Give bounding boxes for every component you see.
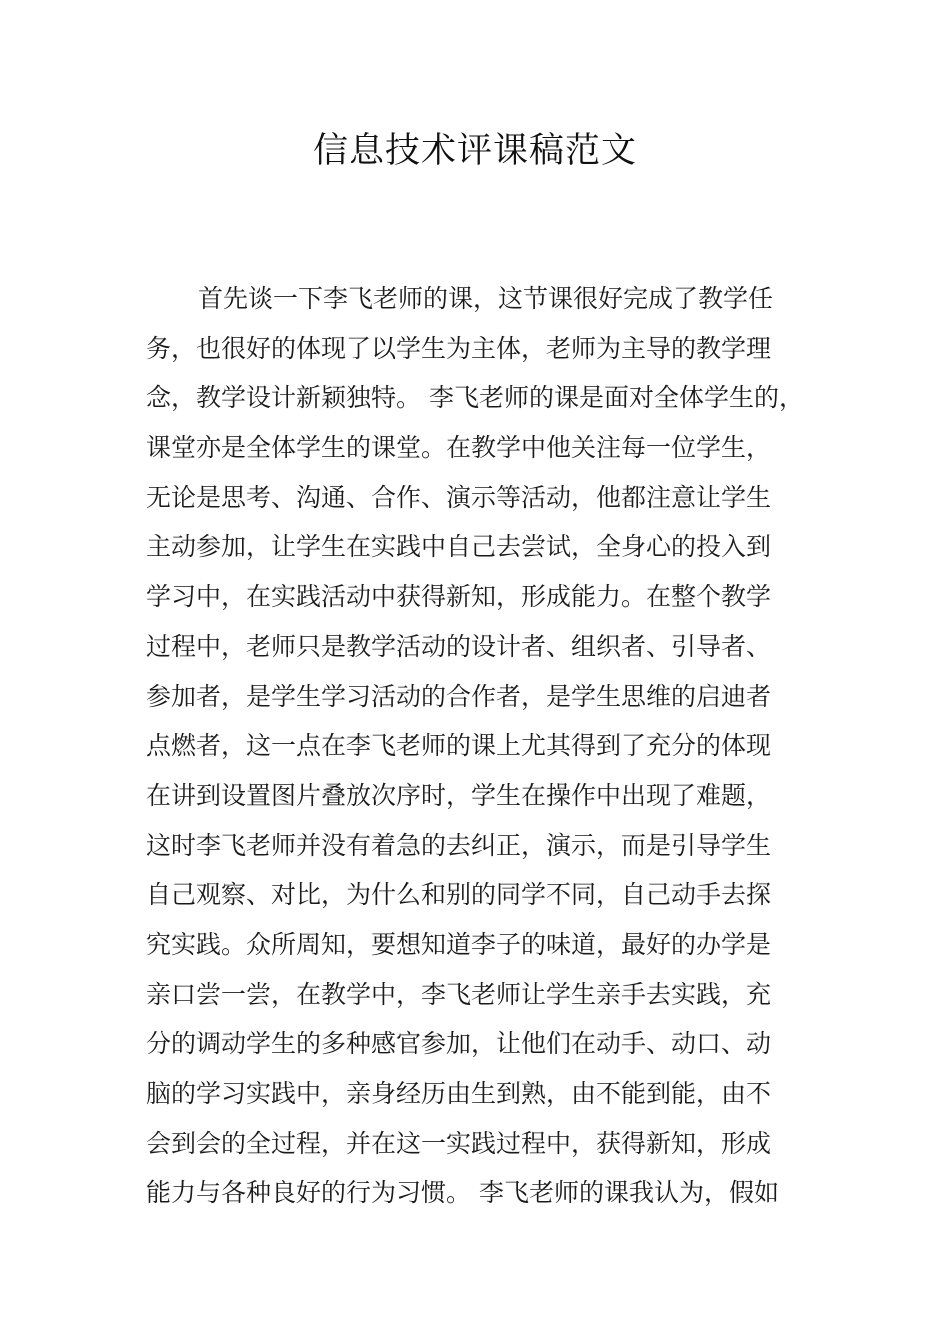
- paragraph-line: 主动参加，让学生在实践中自己去尝试，全身心的投入到: [146, 532, 772, 562]
- paragraph-line: 能力与各种良好的行为习惯。 李飞老师的课我认为，假如: [146, 1178, 779, 1208]
- paragraph-line: 脑的学习实践中，亲身经历由生到熟，由不能到能，由不: [146, 1079, 772, 1108]
- paragraph-line: 过程中，老师只是教学活动的设计者、组织者、引导者、: [146, 631, 772, 661]
- paragraph-line: 学习中，在实践活动中获得新知，形成能力。在整个教学: [146, 582, 772, 612]
- paragraph-line: 究实践。众所周知，要想知道李子的味道，最好的办学是: [146, 929, 772, 959]
- paragraph-line: 首先谈一下李飞老师的课，这节课很好完成了教学任: [198, 284, 774, 313]
- paragraph-line: 这时李飞老师并没有着急的去纠正，演示，而是引导学生: [146, 830, 772, 860]
- paragraph-line: 课堂亦是全体学生的课堂。在教学中他关注每一位学生，: [146, 433, 772, 463]
- document-title: 信息技术评课稿范文: [312, 131, 637, 171]
- paragraph-line: 会到会的全过程，并在这一实践过程中，获得新知，形成: [146, 1128, 772, 1158]
- paragraph-line: 参加者，是学生学习活动的合作者，是学生思维的启迪者: [146, 681, 772, 711]
- paragraph-line: 在讲到设置图片叠放次序时，学生在操作中出现了难题，: [146, 780, 772, 810]
- document-body: [146, 274, 826, 1218]
- paragraph-line: 务，也很好的体现了以学生为主体，老师为主导的教学理: [146, 333, 772, 363]
- paragraph-line: 分的调动学生的多种感官参加，让他们在动手、动口、动: [146, 1029, 772, 1059]
- paragraph-line: 念，教学设计新颖独特。 李飞老师的课是面对全体学生的，: [146, 383, 804, 413]
- paragraph-line: 自己观察、对比，为什么和别的同学不同，自己动手去探: [146, 880, 772, 910]
- paragraph-line: 亲口尝一尝，在教学中，李飞老师让学生亲手去实践，充: [146, 979, 772, 1009]
- paragraph-line: 点燃者，这一点在李飞老师的课上尤其得到了充分的体现: [146, 731, 772, 761]
- paragraph-line: 无论是思考、沟通、合作、演示等活动，他都注意让学生: [146, 482, 772, 512]
